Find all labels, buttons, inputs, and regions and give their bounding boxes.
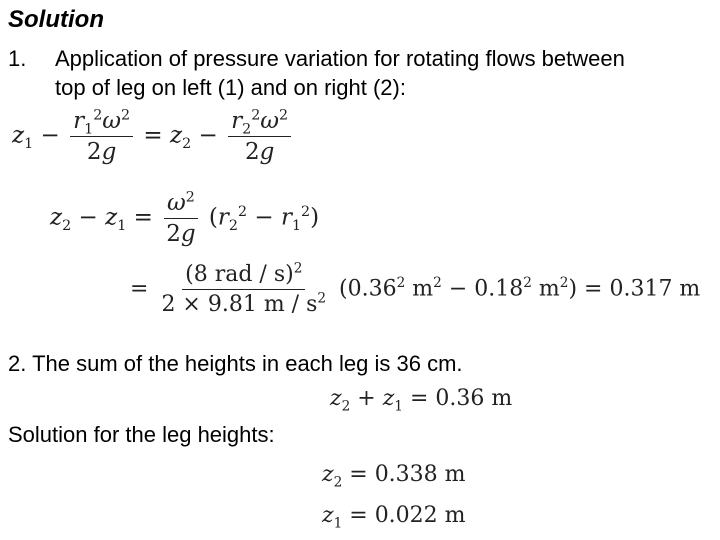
z1-value: 0.022 m [374, 503, 466, 528]
equation-pressure-balance: $z_1$ − $\frac{r_1^2\omega^2}{2g}$ = $z_2$ − $\frac{r_2^2\omega^2}{2g}$ [12, 108, 294, 165]
item1-line1: Application of pressure variation for rotating flows between [55, 46, 625, 71]
equation-sum-heights: $z_2 + z_1 = 0.36$ m [330, 386, 513, 415]
sum-value: 0.36 m [435, 386, 513, 411]
equation-height-difference: $z_2 - z_1$ = $\frac{\omega^2}{2g}$ $(r_2^2 - r_1^2)$ [50, 189, 320, 247]
eq3-numerator: (8 rad / s) [185, 262, 294, 287]
z2-value: 0.338 m [374, 462, 466, 487]
equation-numeric-evaluation: = $\frac{(8 rad / s)^2}{2 \times 9.81 m / s^2}$ (0.36$^2$ $m^2 - 0.18^2$ $m^2) = 0.317$ m [130, 262, 701, 317]
item1-line2: top of leg on left (1) and on right (2): [55, 75, 406, 100]
item2-text: 2. The sum of the heights in each leg is 36 cm. [8, 351, 463, 376]
eq3-result: 0.317 m [609, 276, 701, 302]
item-number: 1. [8, 46, 27, 71]
equation-z1-value: $z_1 = 0.022$ m [322, 503, 466, 532]
eq3-denominator: 2 × 9.81 m / s [161, 292, 318, 317]
item1-text [55, 44, 625, 102]
solution-label: Solution for the leg heights: [8, 422, 275, 447]
section-heading: Solution [8, 6, 104, 33]
equation-z2-value: $z_2 = 0.338$ m [322, 462, 466, 491]
